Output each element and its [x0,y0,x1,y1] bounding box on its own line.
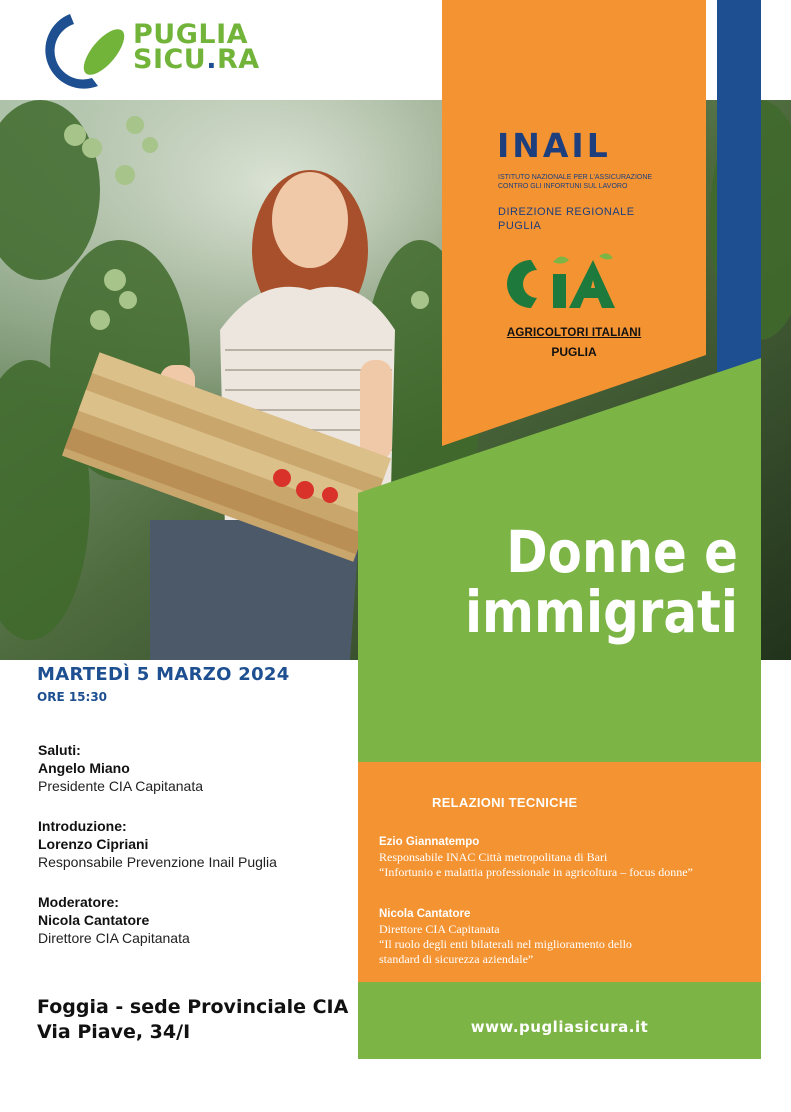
program-item: Moderatore: Nicola Cantatore Direttore CIA Capitanata [38,894,190,946]
event-venue: Foggia - sede Provinciale CIA Via Piave, 34/I [37,996,349,1043]
inail-direction: DIREZIONE REGIONALE PUGLIA [498,206,635,232]
relazione-item: Nicola Cantatore Direttore CIA Capitanata “Il ruolo degli enti bilaterali nel miglioramento dello standard di sicurezza aziendale” [379,908,632,966]
program-item: Saluti: Angelo Miano Presidente CIA Capitanata [38,742,203,794]
puglia-sicura-logo-icon [34,12,134,92]
relazione-item: Ezio Giannatempo Responsabile INAC Città metropolitana di Bari “Infortunio e malattia professionale in agricoltura – focus donne” [379,836,693,879]
cia-name: AGRICOLTORI ITALIANI [506,327,642,339]
relazioni-heading: RELAZIONI TECNICHE [432,795,578,810]
event-time: ORE 15:30 [37,690,108,704]
event-title: Donne e immigrati [464,518,738,646]
inail-logo: INAIL [497,126,611,165]
website-link[interactable]: www.pugliasicura.it [470,1018,649,1036]
cia-region: PUGLIA [551,345,597,359]
puglia-sicura-wordmark: PUGLIA SICU.RA [133,19,260,75]
inail-subtitle: ISTITUTO NAZIONALE PER L'ASSICURAZIONE CONTRO GLI INFORTUNI SUL LAVORO [498,174,653,190]
event-date: MARTEDÌ 5 MARZO 2024 [37,664,290,685]
blue-accent-bar [717,0,761,372]
cia-logo-icon [503,252,643,314]
program-item: Introduzione: Lorenzo Cipriani Responsabile Prevenzione Inail Puglia [38,818,277,870]
